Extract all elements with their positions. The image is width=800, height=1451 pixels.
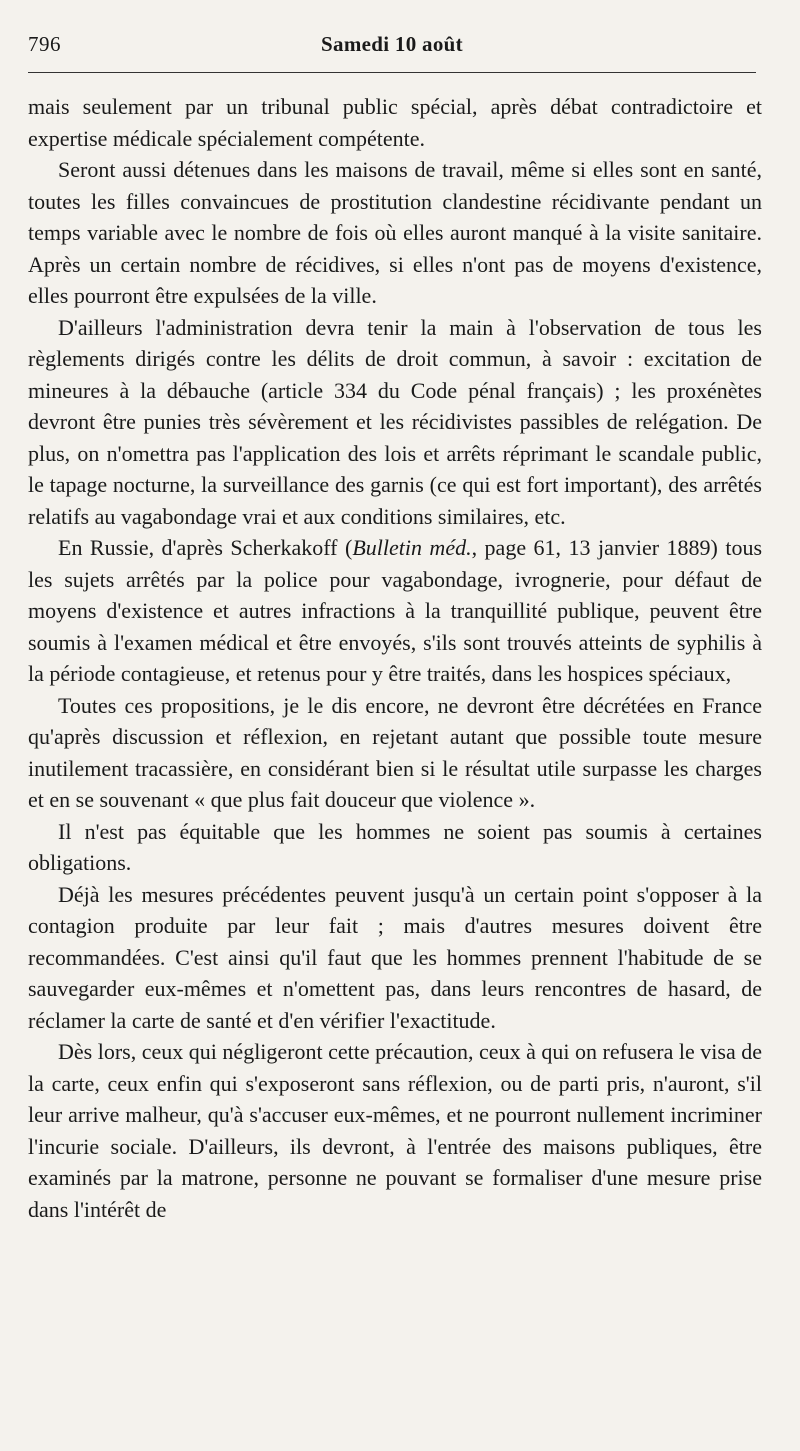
page-number: 796 [28,32,61,56]
body-text [28,91,762,1225]
paragraph-detention: Seront aussi détenues dans les maisons de travail, même si elles sont en santé, toutes les filles convaincues de prostitution clandestine récidivante pendant un temps variable avec le nombre de fois où elles auront manqué à la visite sanitaire. Après un certain nombre de récidives, si elles n'ont pas de moyens d'existence, elles pourront être expulsées de la ville. [28,157,762,308]
paragraph-consequences: Dès lors, ceux qui négligeront cette précaution, ceux à qui on refusera le visa de la carte, ceux enfin qui s'exposeront sans réflexion, ou de parti pris, n'auront, s'il leur arrive malheur, qu'à s'accuser eux-mêmes, et ne pourront nullement incriminer l'incurie sociale. D'ailleurs, ils devront, à l'entrée des maisons publiques, être examinés par la matrone, personne ne pouvant se formaliser d'une mesure prise dans l'intérêt de [28,1039,762,1222]
paragraph-men-obligations: Il n'est pas équitable que les hommes ne soient pas soumis à certaines obligations. [28,818,762,875]
paragraph-russia [28,532,762,690]
paragraph-measures: Déjà les mesures précédentes peuvent jusqu'à un certain point s'opposer à la contagion produite par leur fait ; mais d'autres mesures doivent être recommandées. C'est ainsi qu'il faut que les hommes prennent l'habitude de se sauvegarder eux-mêmes et n'omettent pas, dans leurs rencontres de hasard, de réclamer la carte de santé et d'en vérifier l'exactitude. [28,881,762,1033]
paragraph-propositions: Toutes ces propositions, je le dis encore, ne devront être décrétées en France qu'après discussion et réflexion, en rejetant autant que possible toute mesure inutilement tracassière, en considérant bien si le résultat utile surpasse les charges et en se souvenant « que plus fait douceur que violence ». [28,692,762,812]
header-rule [28,72,756,73]
running-title: Samedi 10 août [321,32,463,56]
paragraph-administration: D'ailleurs l'administration devra tenir la main à l'observation de tous les règlements dirigés contre les délits de droit commun, à savoir : excitation de mineures à la débauche (article 334 du Code pénal français) ; les proxénètes devront être punies très sévèrement et les récidivistes passibles de relégation. De plus, on n'omettra pas l'application des lois et arrêts réprimant le scandale public, le tapage nocturne, la surveillance des garnis (ce qui est fort important), des arrêtés relatifs au vagabondage vrai et aux conditions similaires, etc. [28,314,762,529]
page-header [28,32,756,62]
russia-text-after: , page 61, 13 janvier 1889) tous les sujets arrêtés par la police pour vagabondage, ivrognerie, pour défaut de moyens d'existence et autres infractions à la tranquillité publique, peuvent être soumis à l'examen médical et être envoyés, s'ils sont trouvés atteints de syphilis à la période contagieuse, et retenus pour y être traités, dans les hospices spéciaux, [28,535,763,686]
citation-title: Bulletin méd. [352,535,472,560]
russia-text-before: En Russie, d'après Scherkakoff ( [58,535,353,560]
paragraph-continuation: mais seulement par un tribunal public spécial, après débat contradictoire et expertise médicale spécialement compétente. [28,94,762,151]
